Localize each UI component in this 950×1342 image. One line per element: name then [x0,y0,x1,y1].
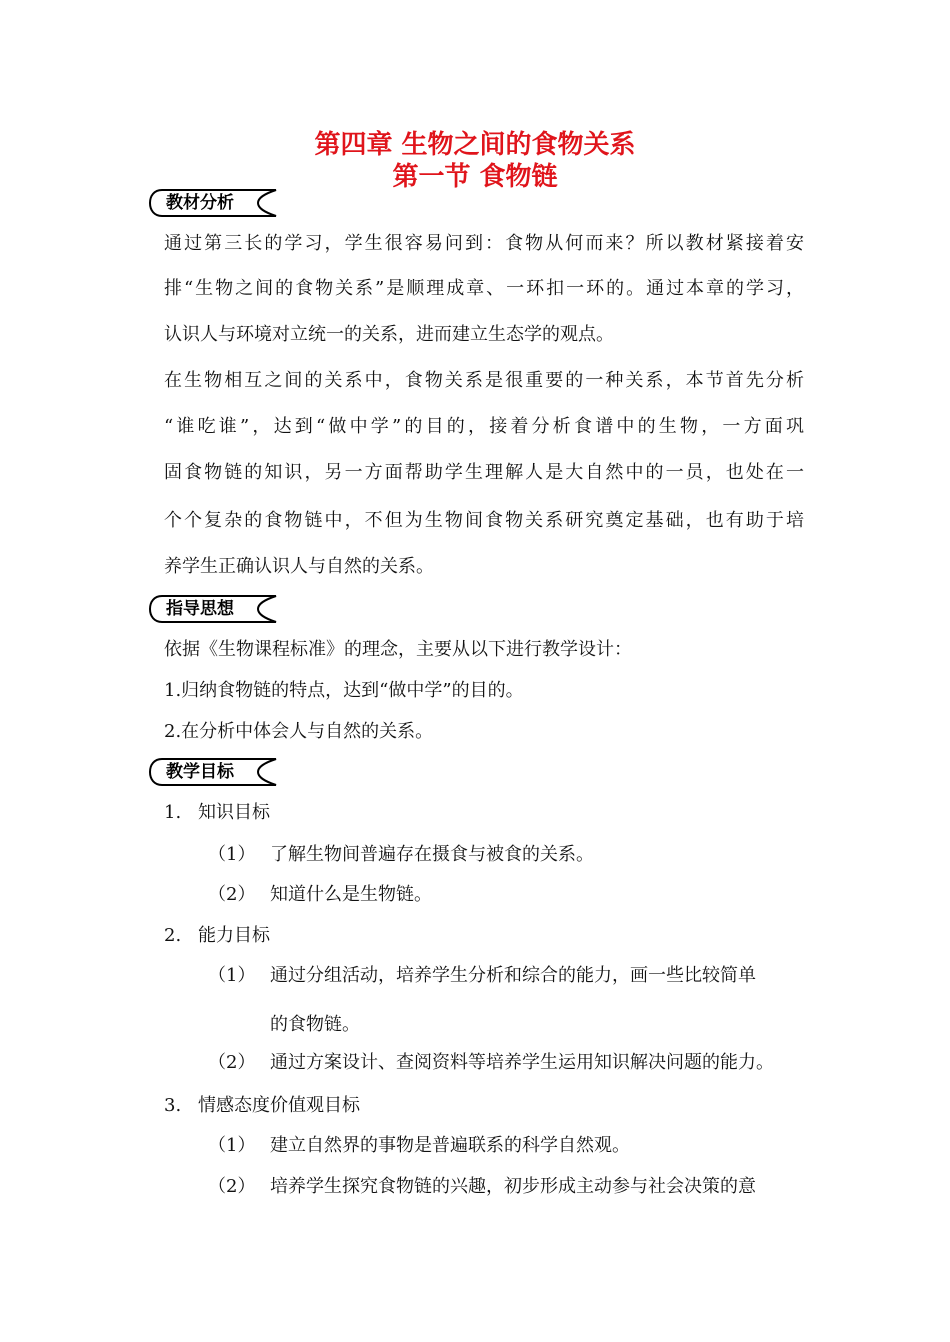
list-label: 能力目标 [198,925,270,946]
list-item-continuation: 的食物链。 [270,1014,360,1035]
list-number: 3. [164,1095,182,1116]
paragraph-line: 个个复杂的食物链中，不但为生物间食物关系研究奠定基础，也有助于培 [164,510,804,531]
paragraph-line: “谁吃谁”，达到“做中学”的目的，接着分析食谱中的生物，一方面巩 [164,416,804,437]
list-number: （1） [208,1135,256,1156]
list-number: （1） [208,965,256,986]
list-label: 通过分组活动，培养学生分析和综合的能力，画一些比较简单 [270,965,756,986]
paragraph-line: 2.在分析中体会人与自然的关系。 [164,721,434,742]
list-number: （2） [208,1176,256,1197]
section-heading: 教材分析 [166,193,234,213]
list-item [208,1134,808,1158]
list-label: 知识目标 [198,802,270,823]
list-number: （2） [208,884,256,905]
paragraph-line: 通过第三长的学习，学生很容易问到：食物从何而来？所以教材紧接着安 [164,233,804,254]
list-label: 培养学生探究食物链的兴趣，初步形成主动参与社会决策的意 [270,1176,756,1197]
section-heading: 指导思想 [166,599,234,619]
paragraph-line: 养学生正确认识人与自然的关系。 [164,556,434,577]
list-label: 建立自然界的事物是普遍联系的科学自然观。 [270,1135,630,1156]
paragraph-line: 固食物链的知识，另一方面帮助学生理解人是大自然中的一员，也处在一 [164,462,804,483]
list-item [164,801,804,825]
list-label: 情感态度价值观目标 [198,1095,360,1116]
list-number: 2. [164,925,182,946]
list-item [208,964,808,988]
list-label: 了解生物间普遍存在摄食与被食的关系。 [270,844,594,865]
paragraph-line: 依据《生物课程标准》的理念，主要从以下进行教学设计： [164,639,632,660]
paragraph-line: 在生物相互之间的关系中，食物关系是很重要的一种关系，本节首先分析 [164,370,804,391]
list-number: （2） [208,1052,256,1073]
list-label: 知道什么是生物链。 [270,884,432,905]
chapter-title: 第四章 生物之间的食物关系 [314,130,636,160]
list-item [208,1051,808,1075]
paragraph-line: 排“生物之间的食物关系”是顺理成章、一环扣一环的。通过本章的学习， [164,278,804,299]
list-item [208,1175,808,1199]
list-number: 1. [164,802,182,823]
list-number: （1） [208,844,256,865]
section-heading: 教学目标 [166,762,234,782]
list-item [164,1094,804,1118]
list-item [208,843,808,867]
paragraph-line: 1.归纳食物链的特点，达到“做中学”的目的。 [164,680,524,701]
list-item [208,883,808,907]
list-label: 通过方案设计、查阅资料等培养学生运用知识解决问题的能力。 [270,1052,774,1073]
paragraph-line: 认识人与环境对立统一的关系，进而建立生态学的观点。 [164,324,614,345]
list-item [164,924,804,948]
section-title: 第一节 食物链 [392,162,558,192]
